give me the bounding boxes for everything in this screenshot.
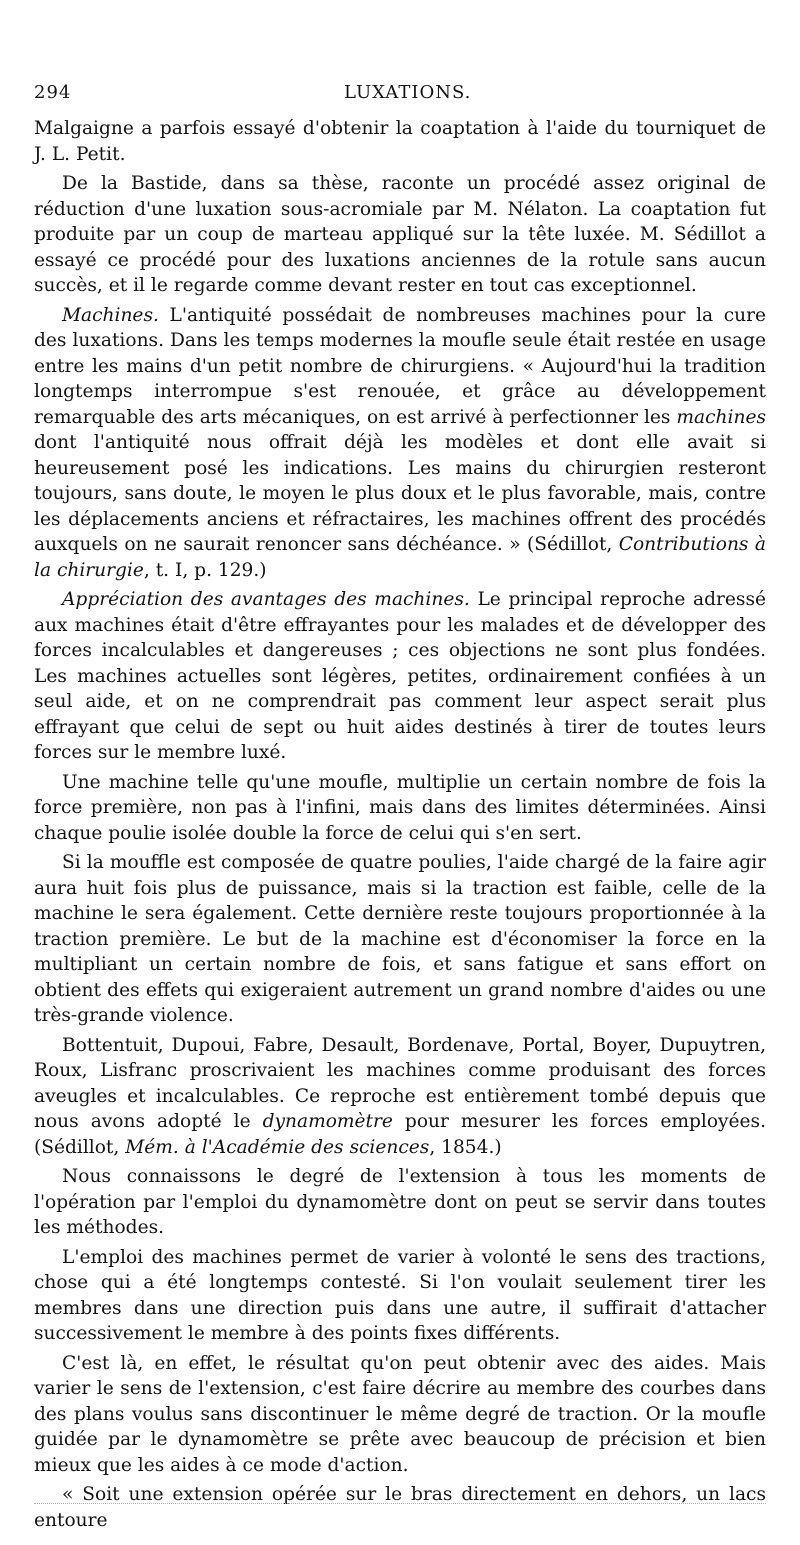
paragraph-emploi — [34, 1245, 766, 1347]
paragraph-text: , t. I, p. 129.) — [143, 559, 267, 581]
paragraph-dynamometre — [34, 1164, 766, 1241]
paragraph-text: L'antiquité possédait de nombreuses machines pour la cure des luxations. Dans les temps modernes la moufle seule était restée en usage entre les mains d'un petit nombre de chirurgiens. « Aujourd'hui la tradition longtemps interrompue s'est renouée, et grâce au développement remarquable des arts mécaniques, on est arrivé à perfectionner les — [34, 304, 766, 428]
paragraph-moufle — [34, 770, 766, 847]
paragraph-bottentuit — [34, 1033, 766, 1161]
emphasis-text: dynamomètre — [262, 1111, 393, 1132]
paragraph-text: Nous connaissons le degré de l'extension à tous les moments de l'opération par l'emploi du dynamomètre dont on peut se servir dans toutes les méthodes. — [34, 1166, 766, 1238]
paragraph-text: Si la mouffle est composée de quatre poulies, l'aide chargé de la faire agir aura huit fois plus de puissance, mais si la traction est faible, celle de la machine le sera également. Cette dernière reste toujours proportionnée à la traction première. Le but de la machine est d'économiser la force en la multipliant un certain nombre de fois, et sans fatigue et sans effort on obtient des effets qui exigeraient autrement un grand nombre d'aides ou une très-grande violence. — [34, 852, 766, 1026]
paragraph-text: Bottentuit, Dupoui, Fabre, Desault, Bordenave, Portal, Boyer, Dupuytren, Roux, Lisfranc proscrivaient les machines comme produisant des forces aveugles et incalculables. Ce reproche est entièrement tombé depuis que nous avons adopté le — [34, 1034, 766, 1132]
paragraph-bastide — [34, 171, 766, 299]
paragraph-machines — [34, 303, 766, 584]
emphasis-text: machines — [676, 406, 766, 428]
paragraph-soit — [34, 1482, 766, 1533]
footer-rule — [34, 1503, 766, 1504]
citation-title: Mém. à l'Académie des sciences — [125, 1136, 430, 1158]
paragraph-text: C'est là, en effet, le résultat qu'on peut obtenir avec des aides. Mais varier le sens de l'extension, c'est faire décrire au membre des courbes dans des plans voulus sans discontinuer le même degré de traction. Or la moufle guidée par le dynamomètre se prête avec beaucoup de précision et bien mieux que les aides à ce mode d'action. — [34, 1352, 766, 1476]
paragraph-malgaigne — [34, 116, 766, 167]
paragraph-text: dont l'antiquité nous offrait déjà les modèles et dont elle avait si heureusement posé les indications. Les mains du chirurgien resteront toujours, sans doute, le moyen le plus doux et le plus favorable, mais, contre les déplacements anciens et réfractaires, les machines offrent des procédés auxquels on ne saurait renoncer sans déchéance. » (Sédillot, — [34, 432, 766, 555]
paragraph-appreciation — [34, 587, 766, 766]
page-header — [34, 82, 766, 110]
citation-title: Contributions à la chirurgie — [34, 534, 766, 581]
paragraph-cest-la — [34, 1351, 766, 1479]
paragraph-text: L'emploi des machines permet de varier à volonté le sens des tractions, chose qui a été longtemps contesté. Si l'on voulait seulement tirer les membres dans une direction puis dans une autre, il suffirait d'attacher successivement le membre à des points fixes différents. — [34, 1246, 766, 1344]
section-lead-machines: Machines. — [62, 304, 159, 326]
paragraph-poulies — [34, 850, 766, 1029]
paragraph-text: Malgaigne a parfois essayé d'obtenir la coaptation à l'aide du tourniquet de J. L. Petit. — [34, 118, 766, 165]
body-text — [34, 116, 766, 1533]
section-lead-appreciation: Appréciation des avantages des machines. — [62, 589, 470, 610]
paragraph-text: Le principal reproche adressé aux machines était d'être effrayantes pour les malades et de développer des forces incalculables et dangereuses ; ces objections ne sont plus fondées. Les machines actuelles sont légères, petites, ordinairement confiées à un seul aide, et on ne comprendrait pas comment leur aspect serait plus effrayant que celui de sept ou huit aides destinés à tirer de toutes leurs forces sur le membre luxé. — [34, 589, 766, 763]
running-title: LUXATIONS. — [344, 82, 472, 103]
paragraph-text: Une machine telle qu'une moufle, multiplie un certain nombre de fois la force première, non pas à l'infini, mais dans des limites déterminées. Ainsi chaque poulie isolée double la force de celui qui s'en sert. — [34, 771, 766, 844]
paragraph-text: pour mesurer les forces employées. (Sédillot, — [34, 1111, 766, 1158]
paragraph-text: , 1854.) — [429, 1136, 502, 1158]
paragraph-text: « Soit une extension opérée sur le bras directement en dehors, un lacs entoure — [34, 1484, 766, 1531]
paragraph-text: De la Bastide, dans sa thèse, raconte un procédé assez original de réduction d'une luxation sous-acromiale par M. Nélaton. La coaptation fut produite par un coup de marteau appliqué sur la tête luxée. M. Sédillot a essayé ce procédé pour des luxations anciennes de la rotule sans aucun succès, et il le regarde comme devant rester en tout cas exceptionnel. — [34, 173, 766, 296]
page-number: 294 — [34, 82, 72, 103]
